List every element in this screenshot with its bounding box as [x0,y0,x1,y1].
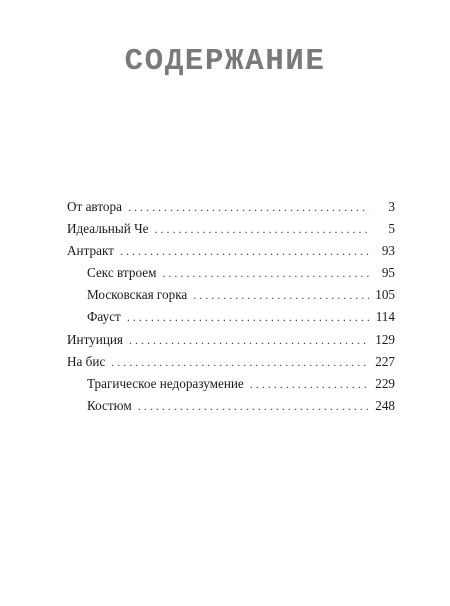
toc-entry-page: 114 [375,309,395,325]
dot-leader [127,306,369,328]
toc-entry-title: Московская горка [87,287,188,303]
toc-entry-page: 129 [375,331,395,347]
table-of-contents [67,196,395,417]
toc-entry-title: Фауст [87,309,121,325]
toc-subentry [67,395,395,417]
toc-subentry [67,306,395,328]
dot-leader [120,240,369,262]
toc-entry [67,196,395,218]
toc-subentry [67,284,395,306]
dot-leader [162,262,369,284]
toc-entry-title: На бис [67,353,106,369]
toc-entry-title: Костюм [87,397,132,413]
dot-leader [111,351,369,373]
dot-leader [129,329,369,351]
dot-leader [128,196,369,218]
toc-entry-title: Секс втроем [87,265,157,281]
toc-entry-title: Интуиция [67,331,124,347]
dot-leader [155,218,369,240]
toc-entry [67,329,395,351]
dot-leader [138,395,369,417]
toc-subentry [67,262,395,284]
toc-entry-page: 95 [381,265,395,281]
toc-entry-page: 3 [388,199,395,214]
toc-entry-title: Антракт [67,243,114,259]
toc-entry-page: 248 [375,397,395,413]
toc-entry-page: 93 [381,243,395,259]
toc-entry [67,218,395,240]
toc-entry-page: 227 [375,353,395,369]
toc-entry-page: 105 [375,287,395,303]
toc-entry [67,351,395,373]
toc-entry [67,240,395,262]
page-title: СОДЕРЖАНИЕ [124,44,326,79]
dot-leader [250,373,369,395]
toc-entry-page: 5 [388,221,395,237]
toc-entry-page: 229 [375,375,395,391]
toc-entry-title: Идеальный Че [67,221,149,237]
toc-subentry [67,373,395,395]
toc-entry-title: От автора [67,199,122,214]
dot-leader [193,284,369,306]
toc-entry-title: Трагическое недоразумение [87,375,244,391]
